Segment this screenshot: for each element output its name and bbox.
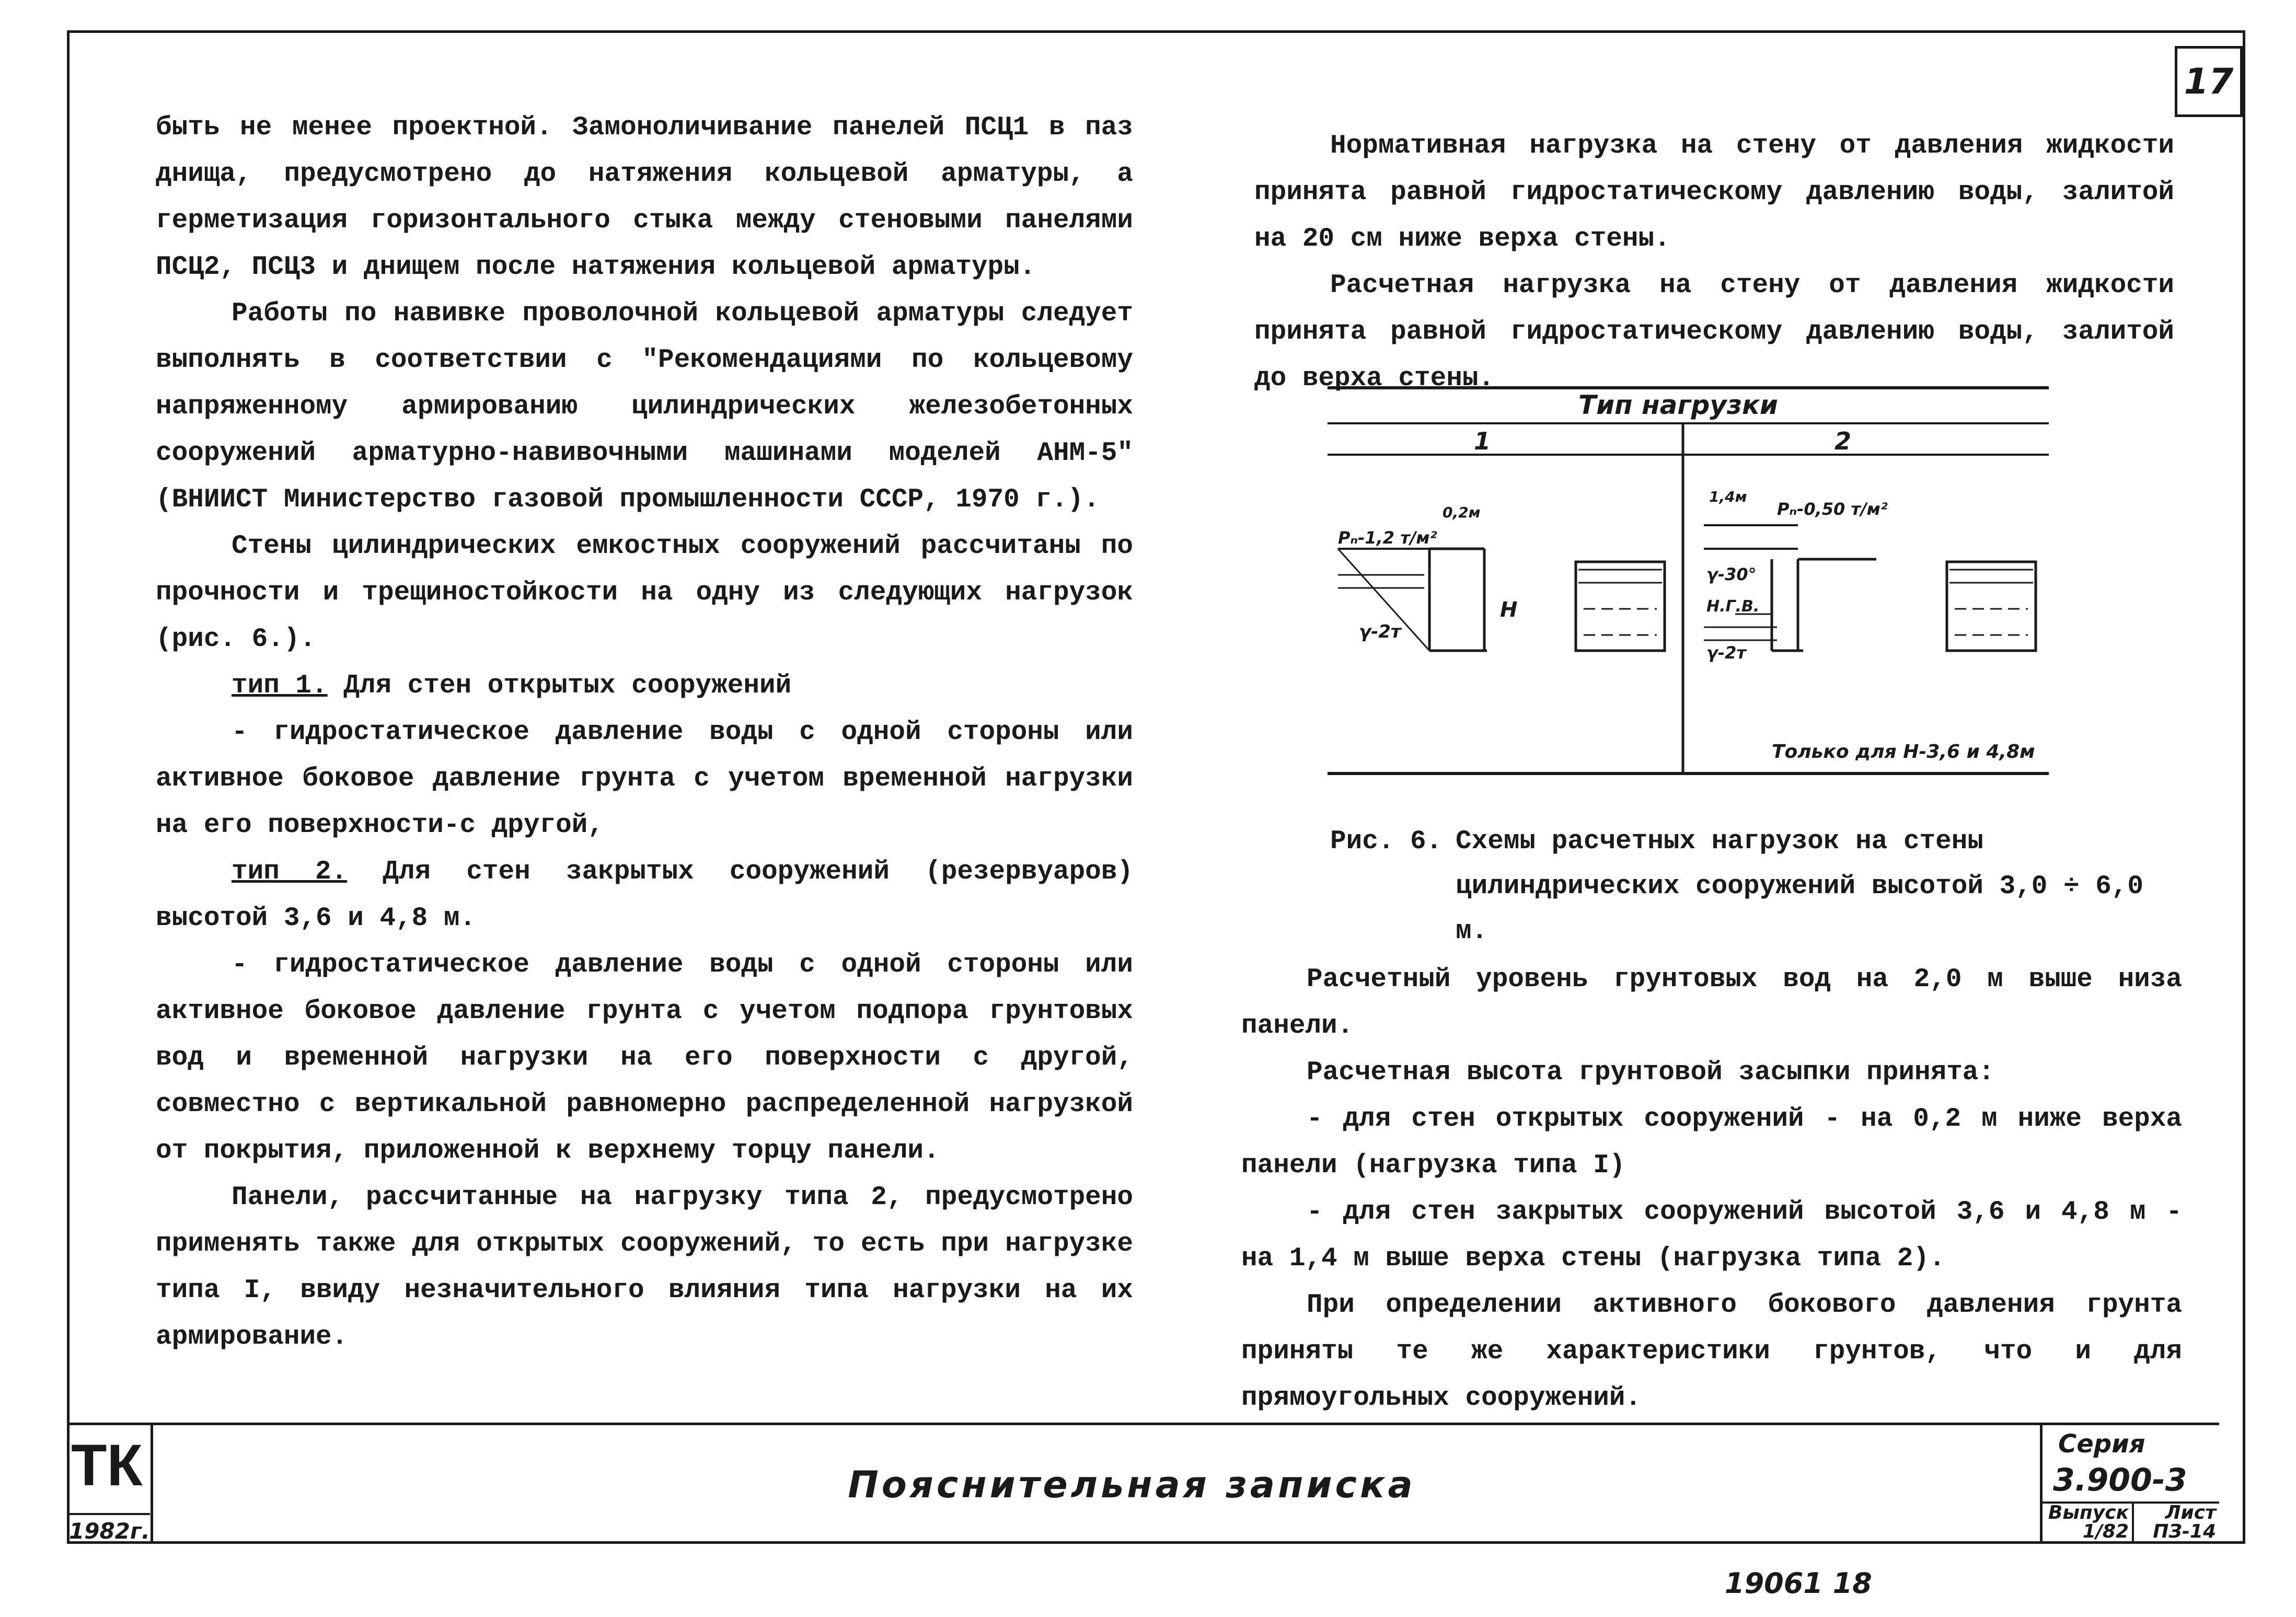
gamma-label-2: γ-2т bbox=[1706, 643, 1746, 663]
right-column-bottom bbox=[1241, 956, 2182, 1422]
figure-header: Тип нагрузки bbox=[1578, 390, 1778, 420]
paragraph: Работы по навивке проволочной кольцевой арматуры следует выполнять в соответствии с "Рекомендациями по кольцевому напряженному армированию цилиндрических железобетонных сооружений арматурно-навивочными машинами моделей АНМ-5" (ВНИИСТ Министерство газовой промышленности СССР, 1970 г.). bbox=[156, 299, 1133, 515]
load-type-2-text: Для стен закрытых сооружений (резервуаров) высотой 3,6 и 4,8 м. bbox=[156, 857, 1133, 933]
org-code: ТК bbox=[71, 1433, 143, 1498]
load-type-1-heading bbox=[156, 663, 1133, 709]
figure-col2: 2 bbox=[1835, 427, 1852, 455]
caption-label: Рис. 6. bbox=[1330, 827, 1443, 857]
series-value: 3.900-3 bbox=[2053, 1462, 2187, 1498]
issue-value: 1/82 bbox=[2082, 1521, 2129, 1542]
sheet-value: ПЗ-14 bbox=[2153, 1521, 2216, 1542]
figure-load-schemes bbox=[1328, 376, 2070, 787]
height-label-1: Н bbox=[1500, 598, 1518, 622]
org-cell bbox=[67, 1425, 153, 1544]
paragraph: - гидростатическое давление воды с одной стороны или активное боковое давление грунта с учетом подпора грунтовых вод и временной нагрузки на его поверхности с другой, совместно с вертикальной равномерно распределенной нагрузкой от покрытия, приложенной к верхнему торцу панели. bbox=[156, 950, 1133, 1166]
series-label: Серия bbox=[2058, 1429, 2145, 1459]
paragraph: быть не менее проектной. Замоноличивание панелей ПСЦ1 в паз днища, предусмотрено до натяжения кольцевой арматуры, а герметизация горизонтального стыка между стеновыми панелями ПСЦ2, ПСЦ3 и днищем после натяжения кольцевой арматуры. bbox=[156, 113, 1133, 282]
sheet-number: 17 bbox=[2175, 46, 2243, 117]
gamma-label-1: γ-2т bbox=[1359, 621, 1401, 642]
series-cell bbox=[2040, 1425, 2219, 1544]
paragraph: Стены цилиндрических емкостных сооружений рассчитаны по прочности и трещиностойкости на одну из следующих нагрузок (рис. 6.). bbox=[156, 532, 1133, 654]
paragraph: Расчетная нагрузка на стену от давления жидкости принята равной гидростатическому давлению воды, залитой до верха стены. bbox=[1254, 271, 2174, 394]
issue-label: Выпуск bbox=[2048, 1502, 2129, 1523]
figure-col1: 1 bbox=[1474, 427, 1491, 455]
load-type-1-text: Для стен открытых сооружений bbox=[327, 671, 792, 701]
paragraph: Нормативная нагрузка на стену от давления жидкости принята равной гидростатическому давлению воды, залитой на 20 см ниже верха стены. bbox=[1254, 131, 2174, 254]
right-column-top bbox=[1254, 123, 2174, 402]
caption-text: Схемы расчетных нагрузок на стены цилиндрических сооружений высотой 3,0 ÷ 6,0 м. bbox=[1456, 827, 2144, 946]
sheet-box bbox=[2134, 1504, 2219, 1544]
org-year: 1982г. bbox=[69, 1513, 150, 1544]
paragraph: Расчетный уровень грунтовых вод на 2,0 м выше низа панели. bbox=[1241, 965, 2182, 1041]
load-type-2-heading bbox=[156, 849, 1133, 942]
sheet-label: Лист bbox=[2165, 1502, 2216, 1523]
document-title: Пояснительная записка bbox=[848, 1463, 1416, 1506]
depth-label-2: 1,4м bbox=[1709, 488, 1747, 505]
water-label-2: Н.Г.В. bbox=[1706, 597, 1760, 616]
paragraph: - для стен открытых сооружений - на 0,2 м ниже верха панели (нагрузка типа I) bbox=[1241, 1104, 2182, 1181]
load-label-2: Pₙ-0,50 т/м² bbox=[1777, 499, 1888, 519]
paragraph: Расчетная высота грунтовой засыпки принята: bbox=[1307, 1058, 1995, 1088]
series-box bbox=[2043, 1425, 2219, 1504]
paragraph: - для стен закрытых сооружений высотой 3,6 и 4,8 м - на 1,4 м выше верха стены (нагрузка типа 2). bbox=[1241, 1197, 2182, 1274]
issue-box bbox=[2043, 1504, 2134, 1544]
load-label-1: Pₙ-1,2 т/м² bbox=[1338, 528, 1437, 548]
phi-label-2: γ-30° bbox=[1706, 564, 1757, 584]
depth-label-1: 0,2м bbox=[1443, 504, 1481, 521]
load-schemes-drawing bbox=[1328, 376, 2070, 784]
archive-number: 19061 18 bbox=[1725, 1567, 1872, 1600]
paragraph: При определении активного бокового давления грунта приняты те же характеристики грунтов, что и для прямоугольных сооружений. bbox=[1241, 1290, 2182, 1413]
title-block bbox=[67, 1423, 2219, 1544]
load-type-1-label: тип 1. bbox=[232, 671, 328, 701]
load-type-2-label: тип 2. bbox=[232, 857, 348, 887]
paragraph: Панели, рассчитанные на нагрузку типа 2, предусмотрено применять также для открытых сооружений, то есть при нагрузке типа I, ввиду незначительного влияния типа нагрузки на их армирование. bbox=[156, 1183, 1133, 1352]
figure-note: Только для Н-3,6 и 4,8м bbox=[1772, 741, 2035, 763]
paragraph: - гидростатическое давление воды с одной стороны или активное боковое давление грунта с учетом временной нагрузки на его поверхности-с другой, bbox=[156, 718, 1133, 840]
left-column bbox=[156, 105, 1133, 1360]
